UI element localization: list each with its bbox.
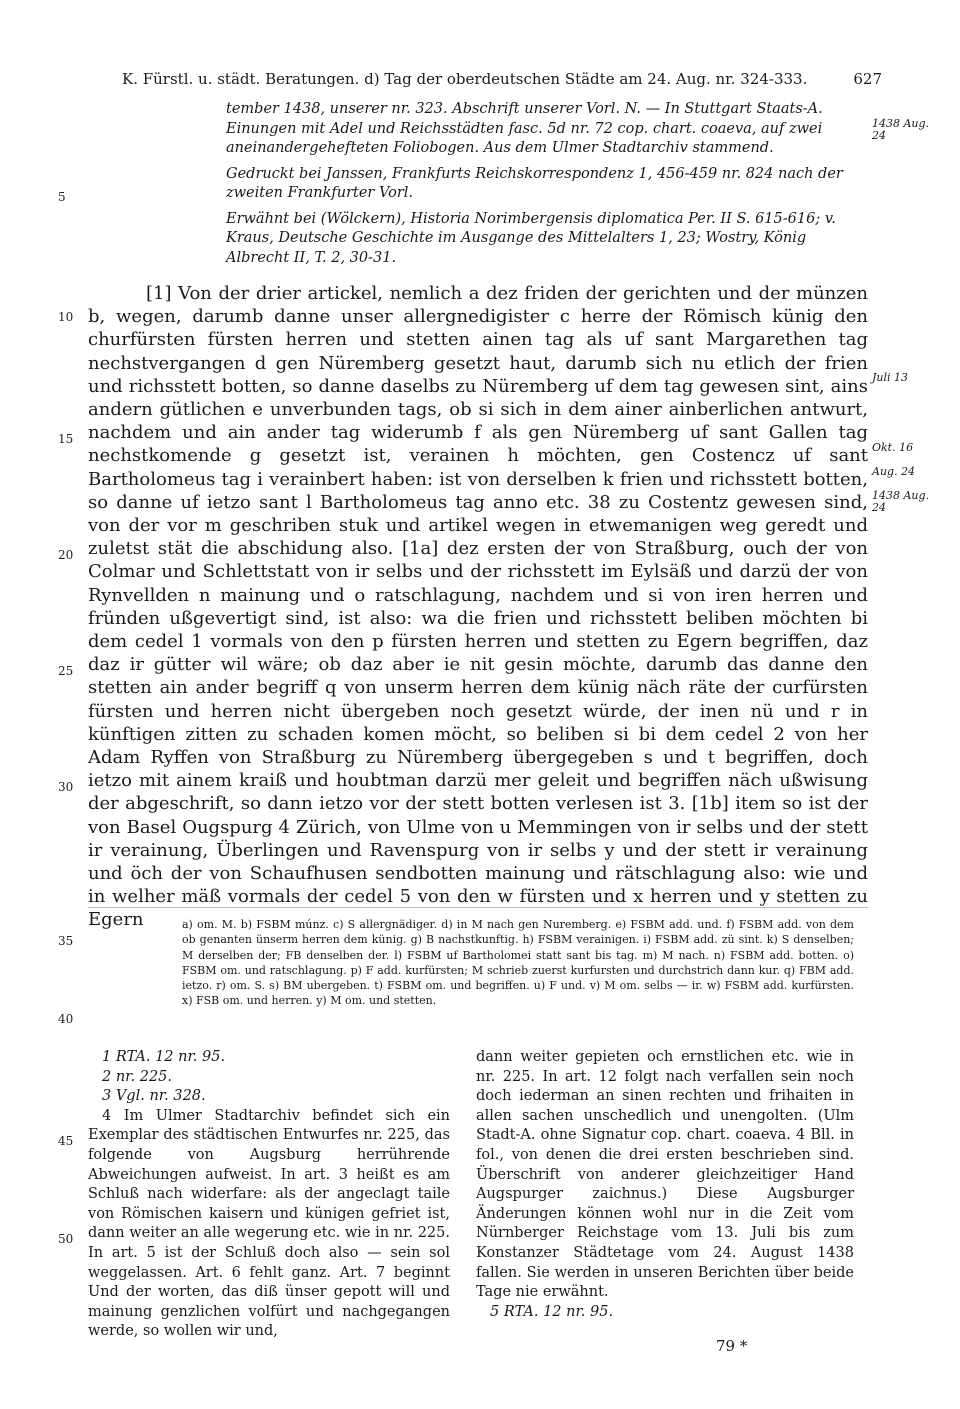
footnote-1: 1 RTA. 12 nr. 95. (102, 1049, 226, 1065)
line-number: 25 (58, 664, 74, 678)
line-number: 35 (58, 934, 74, 948)
main-paragraph: [1] Von der drier artickel, nemlich a dez friden der gerichten und der münzen b, wegen, darumb danne unser allergnedigister c herre der Römisch künig den churfürsten fürsten herren und stetten ainen tag als uf sant Margarethen tag nechstvergangen d gen Nüremberg gesetzt haut, darumb sich nu etlich der frien und richsstett botten, so danne daselbs zu Nüremberg uf dem tag gewesen sint, ains andern gütlichen e unverbunden tags, ob si sich in dem ainer ainberlichen antwurt, nachdem und ain ander tag widerumb f als gen Nüremberg uf sant Gallen tag nechstkomende g gesetzt ist, verainen h möchten, gen Costencz uf sant Bartholomeus tag i verainbert haben: ist von derselben k frien und richsstett botten, so danne uf ietzo sant l Bartholomeus tag anno etc. 38 zu Costentz gewesen sind, von der vor m geschriben stuk und artikel wegen in etwemanigen weg geredt und zuletst stät die abschidung also. [1a] dez ersten der von Straßburg, ouch der von Colmar und Schlettstatt von ir selbs und der richsstett im Eylsäß und darzü der von Rynvellden n mainung und o ratschlagung, nachdem und si von iren herren und fründen ußgevertigt sind, ist also: wa die frien und richsstett beliben möchten bi dem cedel 1 vormals von den p fürsten herren und stetten zu Egern begriffen, daz daz ir gütter wil wäre; ob daz aber ie nit gesin möchte, darumb das danne den stetten ain ander begriff q von unserm herren dem künig näch räte der curfürsten fürsten und herren nicht übergeben noch gesetzt würde, der inen nü und r in künftigen zitten zu schaden komen möcht, so beliben si bi dem cedel 2 von her Adam Ryffen von Straßburg zu Nüremberg übergegeben s und t begriffen, doch ietzo mit ainem kraiß und houbtman darzü mer geleit und begriffen näch ußwisung der abgeschrift, so dann ietzo vor der stett botten verlesen ist 3. [1b] item so ist der von Basel Ougspurg 4 Zürich, von Ulme von u Memmingen von ir selbs und der stett ir verainung, Überlingen und Ravenspurg von ir selbs y und der stett ir verainung und öch der von Schaufhusen sendbotten mainung und rätschlagung also: wie und in welher mäß vormals der cedel 5 von den w fürsten und x herren und y stetten zu Egern (88, 283, 868, 931)
variant-apparatus (182, 917, 854, 1009)
intro-block-2: Gedruckt bei Janssen, Frankfurts Reichskorrespondenz 1, 456-459 nr. 824 nach der zweiten Frankfurter Vorl. (226, 165, 843, 201)
main-text (88, 282, 868, 932)
intro-block-1: tember 1438, unserer nr. 323. Abschrift unserer Vorl. N. — In Stuttgart Staats-A. Einungen mit Adel und Reichsstädten fasc. 5d nr. 72 cop. chart. coaeva, auf zwei aneinandergehefteten Foliobogen. Aus dem Ulmer Stadtarchiv stammend. (226, 101, 823, 156)
footnote-separator (88, 907, 868, 908)
running-title: K. Fürstl. u. städt. Beratungen. d) Tag der oberdeutschen Städte am 24. Aug. nr. 324-333. (122, 70, 808, 88)
margin-date-1: 1438 Aug. 24 (872, 117, 930, 142)
footnote-4-continued: dann weiter gepieten och ernstlichen etc. wie in nr. 225. In art. 12 folgt nach verfallen sein noch doch iederman an sinen rechten und frihaiten in allen sachen unschedlich und unengolten. (Ulm Stadt-A. ohne Signatur cop. chart. coaeva. 4 Bll. in fol., von denen die drei ersten beschrieben sind. Überschrift von anderer gleichzeitiger Hand Augspurger zaichnus.) Diese Augsburger Änderungen können wohl nur in die Zeit vom Nürnberger Reichstage vom 13. Juli bis zum Konstanzer Städtetage vom 24. August 1438 fallen. Sie werden in unseren Berichten über beide Tage nie erwähnt. (476, 1049, 854, 1301)
signature-mark: 79 * (716, 1337, 748, 1355)
footnote-4: 4 Im Ulmer Stadtarchiv befindet sich ein Exemplar des städtischen Entwurfes nr. 225, das folgende von Augsburg herrührende Abweichungen aufweist. In art. 3 heißt es am Schluß nach widerfare: als der angeclagt taile von Römischen kaisern und künigen gefriet ist, dann weiter an alle wegerung etc. wie in nr. 225. In art. 5 ist der Schluß doch also — sein sol weggelassen. Art. 6 fehlt ganz. Art. 7 beginnt Und der worten, das diß ünser gepott will und mainung genzlichen volfürt und nachgegangen werde, so wollen wir und, (88, 1107, 450, 1340)
page-number: 627 (853, 70, 882, 88)
line-number: 15 (58, 432, 74, 446)
margin-date-2: Juli 13 (872, 371, 909, 384)
line-number: 50 (58, 1232, 74, 1246)
line-number: 5 (58, 190, 66, 204)
footnote-5: 5 RTA. 12 nr. 95. (490, 1303, 614, 1320)
margin-date-4: Aug. 24 (872, 465, 916, 478)
variant-readings: a) om. M. b) FSBM múnz. c) S allergnädiger. d) in M nach gen Nuremberg. e) FSBM add. und. f) FSBM add. von dem ob genanten ünserm herren dem künig. g) B nachstkunftig. h) FSBM verainigen. i) FSBM add. zü sint. k) S denselben; M derselben der; FB denselben der. l) FSBM uf Bartholomei statt sant bis tag. m) M nach. n) FSBM add. botten. o) FSBM om. und ratschlagung. p) F add. kurfürsten; M schrieb zuerst kurfursten und durchstrich dann kur. q) FBM add. ietzo. r) om. S. s) BM ubergeben. t) FSBM om. und begriffen. u) F und. v) M om. selbs — ir. w) FSBM add. kurfürsten. x) FSB om. und herren. y) M om. und stetten. (182, 918, 854, 1008)
footnotes-left-column (88, 1048, 450, 1342)
line-number: 40 (58, 1012, 74, 1026)
margin-date-3: Okt. 16 (872, 441, 914, 454)
footnote-3: 3 Vgl. nr. 328. (102, 1088, 206, 1105)
line-number: 20 (58, 548, 74, 562)
intro-block-3: Erwähnt bei (Wölckern), Historia Norimbergensis diplomatica Per. II S. 615-616; v. Kraus, Deutsche Geschichte im Ausgange des Mittelalters 1, 23; Wostry, König Albrecht II, T. 2, 30-31. (226, 210, 836, 266)
footnote-2: 2 nr. 225. (102, 1068, 173, 1085)
source-description (226, 100, 866, 274)
margin-date-5: 1438 Aug. 24 (872, 489, 930, 514)
running-header (122, 70, 882, 88)
line-number: 45 (58, 1134, 74, 1148)
footnotes-right-column (476, 1048, 854, 1322)
line-number: 30 (58, 780, 74, 794)
line-number: 10 (58, 310, 74, 324)
